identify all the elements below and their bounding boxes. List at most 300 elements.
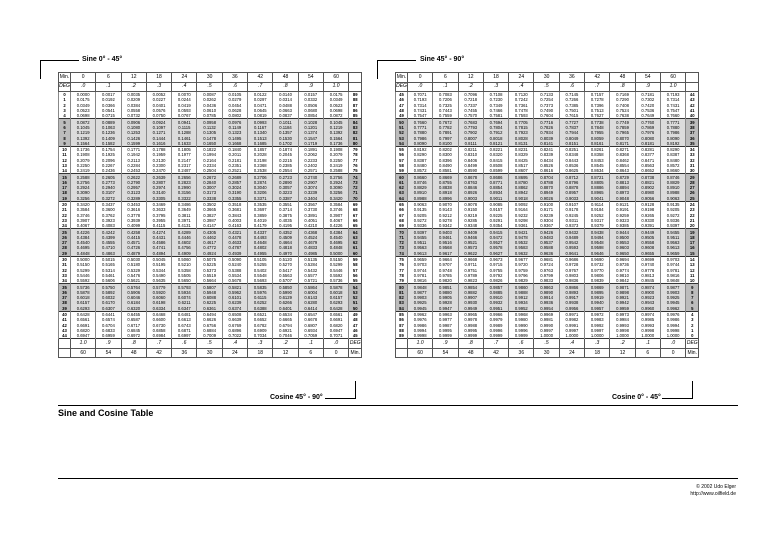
value-cell: 0.1444 (146, 135, 171, 140)
value-cell: 0.0314 (273, 97, 298, 102)
value-cell: 0.7660 (660, 113, 685, 119)
value-cell: 0.7361 (509, 103, 534, 108)
value-cell: 0.2840 (197, 180, 222, 185)
value-cell: 0.6959 (96, 333, 121, 339)
value-cell: 0.5015 (96, 256, 121, 262)
value-cell: 0.7230 (483, 97, 508, 102)
value-cell: 0.9317 (585, 218, 610, 223)
value-cell: 0.4741 (146, 245, 171, 250)
value-cell: 0.9914 (534, 295, 559, 300)
value-cell: 0.1478 (197, 135, 222, 140)
value-cell: 0.7120 (509, 92, 534, 98)
complement-degree-cell: 68 (349, 207, 362, 212)
blank-cell (349, 73, 362, 83)
value-cell: 0.0122 (248, 92, 273, 98)
value-cell: 0.6782 (248, 322, 273, 327)
value-cell: 0.5000 (323, 251, 348, 257)
fraction-footer: .4 (222, 339, 247, 349)
degree-cell: 6 (59, 125, 71, 130)
value-cell: 0.3190 (222, 190, 247, 195)
value-cell: 0.7944 (559, 130, 584, 135)
value-cell: 0.1461 (172, 135, 197, 140)
complement-degree-cell: 26 (686, 190, 699, 195)
value-cell: 0.9976 (408, 317, 433, 322)
table-row (59, 245, 362, 250)
value-cell: 0.6347 (172, 306, 197, 312)
value-cell: 0.5270 (273, 262, 298, 267)
degree-cell: 20 (59, 201, 71, 207)
value-cell: 0.4083 (96, 223, 121, 229)
fraction-footer: .6 (172, 339, 197, 349)
value-cell: 0.8171 (610, 141, 635, 147)
minute-footer: 42 (483, 348, 508, 358)
value-cell: 0.0175 (323, 92, 348, 98)
degree-cell: 75 (396, 256, 408, 262)
value-cell: 0.3469 (146, 201, 171, 207)
copyright-line: © 2002 Udo Elger (696, 484, 736, 490)
value-cell: 0.9478 (509, 235, 534, 240)
value-cell: 0.9813 (635, 273, 660, 278)
value-cell: 0.9537 (534, 240, 559, 245)
value-cell: 0.5402 (248, 268, 273, 273)
complement-degree-cell: 36 (686, 135, 699, 140)
value-cell: 0.4695 (323, 240, 348, 245)
value-cell: 0.7672 (433, 119, 458, 125)
value-cell: 0.5329 (121, 268, 146, 273)
value-cell: 0.9998 (610, 328, 635, 333)
value-cell: 0.6046 (121, 295, 146, 300)
value-cell: 0.3891 (298, 213, 323, 218)
value-cell: 0.9833 (534, 278, 559, 284)
value-cell: 0.9532 (509, 240, 534, 245)
value-cell: 0.9252 (585, 213, 610, 218)
value-cell: 0.8563 (635, 163, 660, 168)
value-cell: 0.9720 (509, 262, 534, 267)
value-cell: 0.8942 (509, 190, 534, 195)
value-cell: 0.9603 (610, 245, 635, 250)
value-cell: 0.4571 (121, 240, 146, 245)
degree-cell: 55 (396, 146, 408, 152)
value-cell: 0.3420 (323, 196, 348, 202)
fraction-footer: 1.0 (408, 339, 433, 349)
value-cell: 0.9744 (660, 262, 685, 267)
complement-degree-cell: 60 (349, 251, 362, 257)
value-cell: 0.9272 (408, 218, 433, 223)
value-cell: 0.9974 (635, 311, 660, 317)
table-row (59, 130, 362, 135)
blank-cell (686, 82, 699, 92)
value-cell: 0.1045 (71, 125, 96, 130)
complement-degree-cell: 44 (686, 92, 699, 98)
value-cell: 0.4939 (222, 251, 247, 257)
value-cell: 0.2436 (96, 168, 121, 174)
value-cell: 0.9573 (458, 245, 483, 250)
value-cell: 0.0384 (121, 103, 146, 108)
value-cell: 0.9354 (483, 223, 508, 229)
value-cell: 0.0471 (248, 103, 273, 108)
complement-degree-cell: 53 (349, 290, 362, 295)
value-cell: 0.8607 (509, 168, 534, 174)
value-cell: 0.5505 (172, 273, 197, 278)
value-cell: 0.3681 (222, 207, 247, 212)
value-cell: 0.8192 (660, 141, 685, 147)
value-cell: 0.7181 (635, 92, 660, 98)
complement-degree-cell: 77 (349, 158, 362, 163)
value-cell: 0.9421 (509, 229, 534, 235)
value-cell: 0.3567 (298, 201, 323, 207)
minute-header: 42 (585, 73, 610, 83)
value-cell: 0.7022 (222, 333, 247, 339)
value-cell: 0.9563 (408, 245, 433, 250)
table-row (396, 196, 699, 202)
value-cell: 0.8251 (559, 146, 584, 152)
minute-footer: 54 (433, 348, 458, 358)
complement-degree-cell: 23 (686, 207, 699, 212)
value-cell: 0.5461 (96, 273, 121, 278)
value-cell: 0.9895 (585, 290, 610, 295)
header-fraction-row (59, 82, 362, 92)
value-cell: 0.9291 (483, 218, 508, 223)
value-cell: 0.6293 (71, 306, 96, 312)
degree-cell: 57 (396, 158, 408, 163)
min-footer-label: Min. (349, 348, 362, 358)
value-cell: 0.8007 (458, 135, 483, 140)
value-cell: 0.7420 (635, 103, 660, 108)
value-cell: 0.8910 (408, 190, 433, 195)
degree-cell: 71 (396, 235, 408, 240)
value-cell: 0.5135 (298, 256, 323, 262)
value-cell: 0.4099 (121, 223, 146, 229)
value-cell: 0.8310 (458, 152, 483, 157)
value-cell: 0.0419 (172, 103, 197, 108)
value-cell: 0.9854 (458, 284, 483, 290)
value-cell: 0.4195 (273, 223, 298, 229)
value-cell: 0.9816 (660, 273, 685, 278)
value-cell: 0.5240 (222, 262, 247, 267)
value-cell: 0.8090 (408, 141, 433, 147)
degree-cell: 4 (59, 113, 71, 119)
value-cell: 0.8070 (610, 135, 635, 140)
complement-degree-cell: 45 (349, 333, 362, 339)
value-cell: 0.8838 (433, 185, 458, 190)
value-cell: 0.1668 (222, 141, 247, 147)
value-cell: 0.5736 (71, 284, 96, 290)
complement-degree-cell: 14 (686, 256, 699, 262)
complement-degree-cell: 17 (686, 240, 699, 245)
complement-degree-cell: 42 (686, 103, 699, 108)
complement-degree-cell: 5 (686, 306, 699, 312)
value-cell: 0.5358 (172, 268, 197, 273)
value-cell: 0.9438 (585, 229, 610, 235)
degree-cell: 61 (396, 180, 408, 185)
table-row (396, 113, 699, 119)
value-cell: 0.4115 (146, 223, 171, 229)
value-cell: 0.6225 (197, 300, 222, 305)
value-cell: 0.9977 (433, 317, 458, 322)
value-cell: 0.5976 (248, 290, 273, 295)
value-cell: 0.6374 (222, 306, 247, 312)
value-cell: 0.7337 (458, 103, 483, 108)
value-cell: 0.7349 (483, 103, 508, 108)
value-cell: 0.2874 (248, 180, 273, 185)
minute-footer: 6 (298, 348, 323, 358)
complement-degree-cell: 55 (349, 278, 362, 284)
value-cell: 0.9686 (559, 256, 584, 262)
value-cell: 0.7513 (585, 108, 610, 113)
deg-label: DEG (396, 82, 408, 92)
value-cell: 0.9505 (635, 235, 660, 240)
value-cell: 0.9361 (509, 223, 534, 229)
value-cell: 0.8453 (585, 158, 610, 163)
value-cell: 0.7880 (660, 125, 685, 130)
value-cell: 0.9092 (509, 201, 534, 207)
value-cell: 0.1219 (323, 125, 348, 130)
value-cell: 0.4787 (222, 245, 247, 250)
complement-degree-cell: 47 (349, 322, 362, 327)
value-cell: 0.3859 (248, 213, 273, 218)
value-cell: 0.5736 (323, 278, 348, 284)
value-cell: 0.2113 (121, 158, 146, 163)
value-cell: 0.5948 (197, 290, 222, 295)
value-cell: 0.1633 (172, 141, 197, 147)
fraction-footer: .7 (146, 339, 171, 349)
minute-footer: 42 (146, 348, 171, 358)
value-cell: 0.4415 (121, 235, 146, 240)
complement-degree-cell: 63 (349, 235, 362, 240)
value-cell: 0.8805 (585, 180, 610, 185)
value-cell: 0.5225 (197, 262, 222, 267)
value-cell: 0.9990 (534, 322, 559, 327)
value-cell: 0.2504 (197, 168, 222, 174)
table-row (59, 306, 362, 312)
value-cell: 0.9489 (559, 235, 584, 240)
value-cell: 0.4051 (298, 218, 323, 223)
value-cell: 0.7071 (408, 92, 433, 98)
value-cell: 0.0209 (121, 97, 146, 102)
value-cell: 0.9298 (509, 218, 534, 223)
footer-minutes-row (396, 348, 699, 358)
value-cell: 0.9982 (559, 317, 584, 322)
value-cell: 0.7046 (273, 333, 298, 339)
value-cell: 0.9968 (509, 311, 534, 317)
degree-cell: 25 (59, 229, 71, 235)
value-cell: 0.8536 (559, 163, 584, 168)
value-cell: 0.9863 (534, 284, 559, 290)
degree-cell: 53 (396, 135, 408, 140)
value-cell: 0.5314 (96, 268, 121, 273)
deg-label: DEG (59, 82, 71, 92)
fraction-header: .2 (121, 82, 146, 92)
value-cell: 1.0000 (660, 333, 685, 339)
value-cell: 0.0698 (323, 108, 348, 113)
value-cell: 0.7254 (534, 97, 559, 102)
degree-cell: 8 (59, 135, 71, 140)
value-cell: 0.3535 (248, 201, 273, 207)
value-cell: 0.9511 (408, 240, 433, 245)
value-cell: 0.1167 (248, 125, 273, 130)
value-cell: 0.4352 (273, 229, 298, 235)
value-cell: 0.5165 (96, 262, 121, 267)
value-cell: 0.8131 (509, 141, 534, 147)
minute-header: 0 (408, 73, 433, 83)
value-cell: 0.5105 (248, 256, 273, 262)
value-cell: 0.7581 (483, 113, 508, 119)
value-cell: 0.6129 (273, 295, 298, 300)
value-cell: 0.3518 (222, 201, 247, 207)
fraction-header: .0 (71, 82, 96, 92)
value-cell: 0.8862 (509, 185, 534, 190)
value-cell: 0.8320 (483, 152, 508, 157)
complement-degree-cell: 43 (686, 97, 699, 102)
value-cell: 0.8894 (610, 185, 635, 190)
value-cell: 0.5045 (146, 256, 171, 262)
value-cell: 0.2773 (96, 180, 121, 185)
value-cell: 0.9999 (458, 333, 483, 339)
value-cell: 0.1219 (71, 130, 96, 135)
value-cell: 0.3420 (71, 201, 96, 207)
value-cell: 0.9972 (585, 311, 610, 317)
value-cell: 0.9699 (635, 256, 660, 262)
value-cell: 0.9945 (408, 306, 433, 312)
value-cell: 0.7955 (585, 130, 610, 135)
table-row (396, 168, 699, 174)
value-cell: 0.5750 (96, 284, 121, 290)
value-cell: 0.6143 (298, 295, 323, 300)
value-cell: 0.4617 (197, 240, 222, 245)
value-cell: 0.7727 (559, 119, 584, 125)
complement-degree-cell: 65 (349, 223, 362, 229)
fraction-header: .6 (222, 82, 247, 92)
value-cell: 0.9877 (408, 290, 433, 295)
table-row (396, 317, 699, 322)
value-cell: 0.5180 (121, 262, 146, 267)
value-cell: 0.0819 (248, 113, 273, 119)
value-cell: 0.9778 (635, 268, 660, 273)
complement-degree-cell: 8 (686, 290, 699, 295)
value-cell: 0.6561 (71, 317, 96, 322)
complement-degree-cell: 86 (349, 108, 362, 113)
value-cell: 0.9988 (458, 322, 483, 327)
value-cell: 0.9205 (660, 207, 685, 212)
value-cell: 0.8339 (534, 152, 559, 157)
value-cell: 0.9874 (635, 284, 660, 290)
table-row (396, 97, 699, 102)
complement-degree-cell: 9 (686, 284, 699, 290)
blank-cell (59, 339, 71, 349)
degree-cell: 28 (59, 245, 71, 250)
minute-footer: 60 (71, 348, 96, 358)
value-cell: 0.9681 (534, 256, 559, 262)
value-cell: 0.2079 (323, 152, 348, 157)
value-cell: 0.3730 (298, 207, 323, 212)
complement-degree-cell: 80 (349, 141, 362, 147)
complement-degree-cell: 12 (686, 268, 699, 273)
complement-degree-cell: 33 (686, 152, 699, 157)
value-cell: 0.0593 (172, 108, 197, 113)
table-row (396, 119, 699, 125)
value-cell: 0.3305 (146, 196, 171, 202)
value-cell: 0.5150 (323, 256, 348, 262)
value-cell: 0.2554 (273, 168, 298, 174)
value-cell: 0.9311 (559, 218, 584, 223)
value-cell: 0.9114 (585, 201, 610, 207)
value-cell: 0.8377 (635, 152, 660, 157)
value-cell: 0.8059 (585, 135, 610, 140)
degree-cell: 23 (59, 218, 71, 223)
table-row (59, 168, 362, 174)
value-cell: 0.9409 (458, 229, 483, 235)
value-cell: 0.9748 (433, 268, 458, 273)
value-cell: 0.2756 (71, 180, 96, 185)
value-cell: 0.7547 (408, 113, 433, 119)
value-cell: 0.9877 (660, 284, 685, 290)
value-cell: 0.6388 (248, 306, 273, 312)
value-cell: 0.6455 (121, 311, 146, 317)
minute-footer: 0 (660, 348, 685, 358)
complement-degree-cell: 11 (686, 273, 699, 278)
value-cell: 0.9979 (483, 317, 508, 322)
value-cell: 0.9983 (585, 317, 610, 322)
value-cell: 0.1253 (121, 130, 146, 135)
value-cell: 0.9917 (559, 295, 584, 300)
value-cell: 0.8480 (660, 158, 685, 163)
table-row (59, 300, 362, 305)
value-cell: 0.6481 (172, 311, 197, 317)
value-cell: 0.8669 (433, 174, 458, 180)
value-cell: 0.4894 (146, 251, 171, 257)
value-cell: 0.1340 (248, 130, 273, 135)
value-cell: 0.7290 (610, 97, 635, 102)
value-cell: 0.8387 (408, 158, 433, 163)
value-cell: 0.5821 (222, 284, 247, 290)
value-cell: 0.9578 (483, 245, 508, 250)
value-cell: 0.5878 (323, 284, 348, 290)
value-cell: 0.9198 (635, 207, 660, 212)
value-cell: 0.1080 (121, 125, 146, 130)
value-cell: 0.6833 (96, 328, 121, 333)
table-row (396, 256, 699, 262)
value-cell: 0.7071 (323, 333, 348, 339)
value-cell: 0.9857 (483, 284, 508, 290)
complement-degree-cell: 18 (686, 235, 699, 240)
value-cell: 0.7501 (559, 108, 584, 113)
fraction-header: .2 (458, 82, 483, 92)
value-cell: 0.9225 (483, 213, 508, 218)
value-cell: 0.9563 (660, 240, 685, 245)
value-cell: 0.2284 (121, 163, 146, 168)
value-cell: 0.8425 (509, 158, 534, 163)
value-cell: 0.9128 (635, 201, 660, 207)
value-cell: 0.4586 (146, 240, 171, 245)
minute-footer: 24 (559, 348, 584, 358)
value-cell: 0.9323 (610, 218, 635, 223)
value-cell: 0.1357 (273, 130, 298, 135)
fraction-header: 1.0 (323, 82, 348, 92)
value-cell: 0.1908 (71, 152, 96, 157)
value-cell: 0.9759 (509, 268, 534, 273)
value-cell: 0.7083 (433, 92, 458, 98)
fraction-footer: .4 (559, 339, 584, 349)
value-cell: 0.4879 (121, 251, 146, 257)
complement-degree-cell: 39 (686, 119, 699, 125)
value-cell: 0.2402 (298, 163, 323, 168)
minute-header: 18 (146, 73, 171, 83)
value-cell: 0.9792 (483, 273, 508, 278)
value-cell: 0.2419 (323, 163, 348, 168)
fraction-footer: .0 (660, 339, 685, 349)
value-cell: 0.4540 (71, 240, 96, 245)
value-cell: 0.9823 (458, 278, 483, 284)
